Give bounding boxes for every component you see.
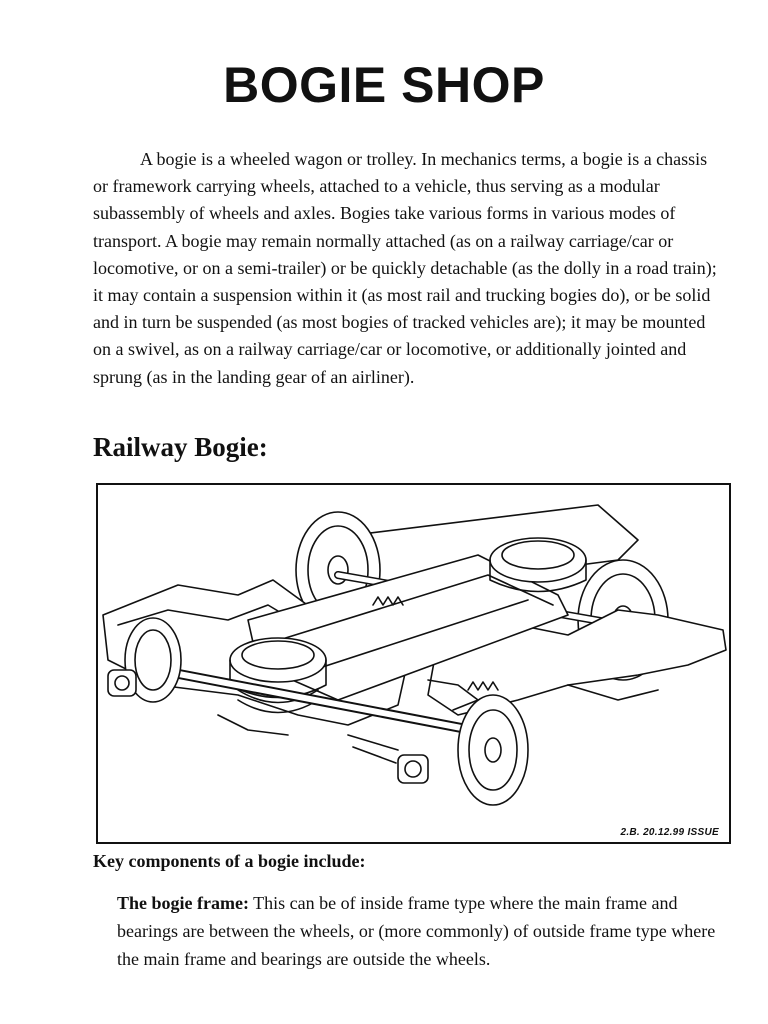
front-right-wheel [458,695,528,805]
bogie-line-drawing [98,485,729,842]
component-item-bogie-frame [117,889,717,973]
component-description: This can be of inside frame type where the main frame and bearings are between the wheels, or (more commonly) of outside frame type where the main frame and bearings are outside the wheels. [117,893,716,969]
figure-caption: 2.B. 20.12.99 ISSUE [620,827,719,838]
components-heading: Key components of a bogie include: [93,851,366,871]
section-heading-railway-bogie: Railway Bogie: [93,432,268,462]
component-term: The bogie frame: [117,893,249,913]
intro-paragraph: A bogie is a wheeled wagon or trolley. In mechanics terms, a bogie is a chassis or framework carrying wheels, attached to a vehicle, thus serving as a modular subassembly of wheels and axles. Bogies take various forms in various modes of transport. A bogie may remain normally attached (as on a railway carriage/car or locomotive, or on a semi-trailer) or be quickly detachable (as the dolly in a road train); it may contain a suspension within it (as most rail and trucking bogies do), or be solid and in turn be suspended (as most bogies of tracked vehicles are); it may be mounted on a swivel, as on a railway carriage/car or locomotive, or additionally jointed and sprung (as in the landing gear of an airliner). [93,149,717,387]
railway-bogie-figure [96,483,731,844]
page-title: BOGIE SHOP [223,57,545,113]
